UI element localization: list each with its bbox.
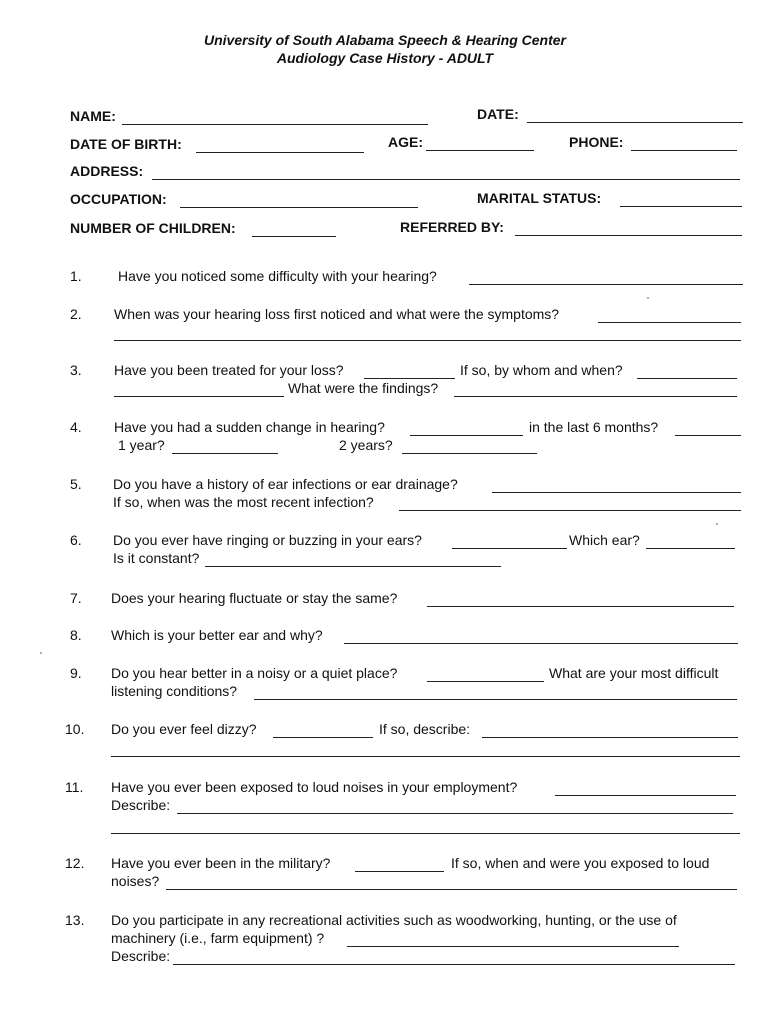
q8-text: Which is your better ear and why? [111, 627, 323, 643]
q6-number: 6. [70, 532, 82, 548]
q6-constant-field[interactable] [205, 550, 501, 567]
q5-text-b: If so, when was the most recent infection? [113, 494, 374, 510]
q6-text-a: Do you ever have ringing or buzzing in your ears? [113, 532, 422, 548]
name-label: NAME: [70, 108, 116, 124]
form-title: University of South Alabama Speech & Hearing Center [203, 32, 566, 48]
occupation-label: OCCUPATION: [70, 191, 167, 207]
q8-number: 8. [70, 627, 82, 643]
q11-text-b: Describe: [111, 797, 171, 813]
q3-text-a: Have you been treated for your loss? [114, 362, 344, 378]
q7-number: 7. [70, 590, 82, 606]
q3-text-b: If so, by whom and when? [460, 362, 623, 378]
q10-dizzy-field[interactable] [273, 721, 373, 738]
q12-text-b: If so, when and were you exposed to loud [451, 855, 710, 871]
q3-number: 3. [70, 362, 82, 378]
q13-number: 13. [65, 912, 85, 928]
q6-which-ear-field[interactable] [646, 532, 735, 549]
referred-by-label: REFERRED BY: [400, 219, 504, 235]
scan-speck [647, 297, 649, 299]
q2-answer-field-2[interactable] [114, 324, 741, 341]
q11-exposed-field[interactable] [555, 779, 736, 796]
q10-describe-field[interactable] [482, 721, 738, 738]
q12-military-field[interactable] [355, 855, 444, 872]
q12-text-c: noises? [111, 873, 160, 889]
children-label: NUMBER OF CHILDREN: [70, 220, 236, 236]
q8-answer-field[interactable] [344, 627, 738, 644]
q3-whom-field-2[interactable] [114, 380, 284, 397]
q3-findings-field[interactable] [454, 380, 737, 397]
q5-number: 5. [70, 476, 82, 492]
q7-text: Does your hearing fluctuate or stay the same? [111, 590, 398, 606]
date-field[interactable] [527, 106, 743, 123]
phone-field[interactable] [631, 134, 737, 151]
q4-six-months-field[interactable] [675, 419, 741, 436]
q11-describe-field[interactable] [177, 797, 733, 814]
q7-answer-field[interactable] [427, 590, 734, 607]
q12-noises-field[interactable] [166, 873, 737, 890]
q9-conditions-field[interactable] [254, 683, 737, 700]
q6-ringing-field[interactable] [452, 532, 567, 549]
q1-text: Have you noticed some difficulty with your hearing? [118, 268, 437, 284]
scan-speck [40, 652, 42, 654]
q4-text-a: Have you had a sudden change in hearing? [114, 419, 385, 435]
date-label: DATE: [477, 106, 519, 122]
q6-text-b: Which ear? [569, 532, 640, 548]
q13-describe-field[interactable] [173, 948, 735, 965]
form-subtitle: Audiology Case History - ADULT [276, 50, 494, 66]
q13-text-c: Describe: [111, 948, 171, 964]
age-label: AGE: [388, 134, 423, 150]
q3-text-c: What were the findings? [288, 380, 439, 396]
q12-text-a: Have you ever been in the military? [111, 855, 331, 871]
scan-speck [716, 523, 718, 525]
phone-label: PHONE: [569, 134, 624, 150]
q2-answer-field[interactable] [598, 306, 741, 323]
q4-number: 4. [70, 419, 82, 435]
q4-text-d: 2 years? [339, 437, 393, 453]
q2-text: When was your hearing loss first noticed and what were the symptoms? [114, 306, 560, 322]
dob-field[interactable] [196, 136, 364, 153]
q13-text-a: Do you participate in any recreational activities such as woodworking, hunting, or the use of [111, 912, 677, 928]
name-field[interactable] [122, 108, 428, 125]
q5-text-a: Do you have a history of ear infections or ear drainage? [113, 476, 458, 492]
q4-two-years-field[interactable] [402, 437, 537, 454]
q10-text-a: Do you ever feel dizzy? [111, 721, 257, 737]
q4-sudden-change-field[interactable] [410, 419, 523, 436]
q10-number: 10. [65, 721, 85, 737]
q1-number: 1. [70, 268, 82, 284]
q2-number: 2. [70, 306, 82, 322]
age-field[interactable] [426, 134, 534, 151]
q11-number: 11. [65, 779, 84, 795]
q10-describe-field-2[interactable] [111, 740, 740, 757]
marital-status-field[interactable] [620, 190, 742, 207]
q4-text-c: 1 year? [118, 437, 165, 453]
q11-text-a: Have you ever been exposed to loud noises in your employment? [111, 779, 518, 795]
q1-answer-field[interactable] [469, 268, 743, 285]
q13-text-b: machinery (i.e., farm equipment) ? [111, 930, 325, 946]
q3-treated-field[interactable] [364, 362, 455, 379]
referred-by-field[interactable] [515, 219, 742, 236]
q5-infections-field[interactable] [492, 476, 741, 493]
q5-recent-infection-field[interactable] [399, 494, 741, 511]
q9-noisy-quiet-field[interactable] [427, 665, 544, 682]
q4-one-year-field[interactable] [172, 437, 278, 454]
dob-label: DATE OF BIRTH: [70, 136, 182, 152]
marital-status-label: MARITAL STATUS: [477, 190, 602, 206]
q4-text-b: in the last 6 months? [529, 419, 659, 435]
q9-text-b: What are your most difficult [549, 665, 719, 681]
q13-activities-field[interactable] [347, 930, 679, 947]
q9-number: 9. [70, 665, 82, 681]
occupation-field[interactable] [180, 191, 418, 208]
q9-text-a: Do you hear better in a noisy or a quiet place? [111, 665, 398, 681]
children-field[interactable] [252, 220, 336, 237]
q3-whom-field[interactable] [637, 362, 737, 379]
q9-text-c: listening conditions? [111, 683, 238, 699]
q6-text-c: Is it constant? [113, 550, 200, 566]
q12-number: 12. [65, 855, 85, 871]
address-label: ADDRESS: [70, 163, 144, 179]
address-field[interactable] [152, 163, 740, 180]
q10-text-b: If so, describe: [379, 721, 471, 737]
q11-describe-field-2[interactable] [111, 817, 740, 834]
